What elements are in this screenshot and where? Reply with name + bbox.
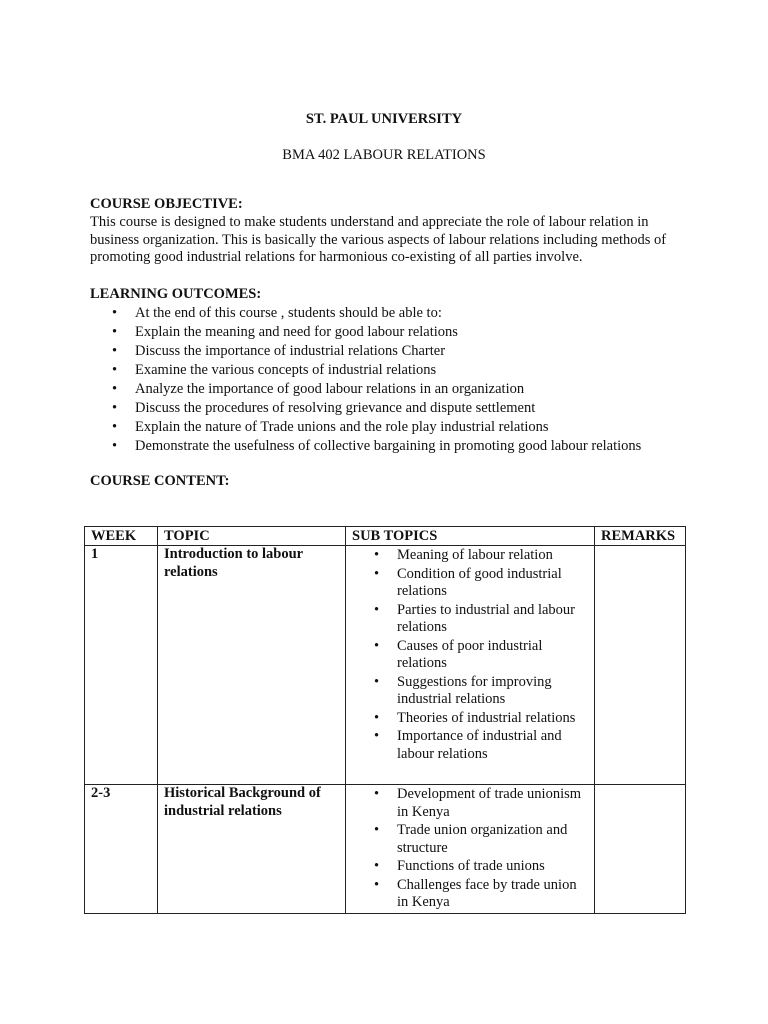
bullet-icon: • bbox=[112, 438, 118, 454]
bullet-icon: • bbox=[112, 419, 118, 435]
bullet-icon: • bbox=[112, 400, 118, 416]
list-item: • At the end of this course , students should be able to: bbox=[112, 305, 442, 321]
list-item: • Parties to industrial and labour relations bbox=[374, 601, 575, 635]
list-item: • Theories of industrial relations bbox=[374, 709, 576, 726]
bullet-icon: • bbox=[374, 858, 380, 874]
list-item: • Importance of industrial and labour relations bbox=[374, 728, 562, 762]
list-item: • Functions of trade unions bbox=[374, 858, 545, 874]
learning-outcomes-list bbox=[90, 304, 690, 456]
week-cell: 1 bbox=[85, 546, 158, 785]
list-item: • Explain the meaning and need for good labour relations bbox=[112, 324, 458, 340]
column-header-remarks: REMARKS bbox=[595, 527, 686, 546]
objective-heading: COURSE OBJECTIVE: bbox=[90, 196, 243, 212]
list-item: • Explain the nature of Trade unions and the role play industrial relations bbox=[112, 419, 549, 435]
bullet-icon: • bbox=[374, 822, 380, 838]
bullet-icon: • bbox=[374, 601, 380, 618]
bullet-icon: • bbox=[374, 786, 380, 802]
list-item: • Demonstrate the usefulness of collective bargaining in promoting good labour relations bbox=[112, 438, 642, 454]
column-header-subtopics: SUB TOPICS bbox=[346, 527, 595, 546]
list-item: • Discuss the procedures of resolving grievance and dispute settlement bbox=[112, 400, 536, 416]
bullet-icon: • bbox=[112, 343, 118, 359]
course-content-table bbox=[84, 526, 686, 914]
objective-text: This course is designed to make students understand and appreciate the role of labour relation in business organization. This is basically the various aspects of labour relations including methods of promoting good industrial relations for harmonious co-existing of all parties involve. bbox=[90, 214, 667, 265]
bullet-icon: • bbox=[374, 728, 380, 744]
bullet-icon: • bbox=[374, 637, 380, 654]
table-row bbox=[85, 546, 686, 785]
learning-outcomes-heading: LEARNING OUTCOMES: bbox=[90, 286, 262, 302]
column-header-topic: TOPIC bbox=[158, 527, 346, 546]
bullet-icon: • bbox=[374, 709, 380, 726]
topic-cell: Historical Background of industrial relations bbox=[158, 785, 346, 914]
bullet-icon: • bbox=[374, 876, 380, 893]
remarks-cell bbox=[595, 546, 686, 785]
list-item: • Analyze the importance of good labour relations in an organization bbox=[112, 381, 525, 397]
list-item: • Suggestions for improving industrial relations bbox=[374, 673, 552, 707]
subtopics-cell bbox=[346, 546, 595, 785]
column-header-week: WEEK bbox=[85, 527, 158, 546]
list-item: • Trade union organization and structure bbox=[374, 822, 568, 856]
university-title: ST. PAUL UNIVERSITY bbox=[305, 111, 463, 127]
week-cell: 2-3 bbox=[85, 785, 158, 914]
list-item: • Examine the various concepts of industrial relations bbox=[112, 362, 437, 378]
bullet-icon: • bbox=[374, 547, 380, 563]
table-header-row bbox=[85, 527, 686, 546]
table-row bbox=[85, 785, 686, 914]
remarks-cell bbox=[595, 785, 686, 914]
list-item: • Challenges face by trade union in Kenya bbox=[374, 876, 577, 910]
course-title: BMA 402 LABOUR RELATIONS bbox=[282, 147, 486, 163]
list-item: • Development of trade unionism in Kenya bbox=[374, 786, 582, 820]
subtopics-list bbox=[352, 546, 588, 763]
subtopics-list bbox=[352, 785, 588, 912]
list-item: • Condition of good industrial relations bbox=[374, 565, 562, 599]
bullet-icon: • bbox=[374, 565, 380, 582]
bullet-icon: • bbox=[112, 305, 118, 321]
bullet-icon: • bbox=[112, 324, 118, 340]
subtopics-cell bbox=[346, 785, 595, 914]
bullet-icon: • bbox=[112, 362, 118, 378]
bullet-icon: • bbox=[374, 673, 380, 690]
list-item: • Discuss the importance of industrial relations Charter bbox=[112, 343, 446, 359]
course-content-heading: COURSE CONTENT: bbox=[90, 473, 230, 489]
list-item: • Causes of poor industrial relations bbox=[374, 637, 543, 671]
topic-cell: Introduction to labour relations bbox=[158, 546, 346, 785]
bullet-icon: • bbox=[112, 381, 118, 397]
list-item: • Meaning of labour relation bbox=[374, 547, 553, 563]
